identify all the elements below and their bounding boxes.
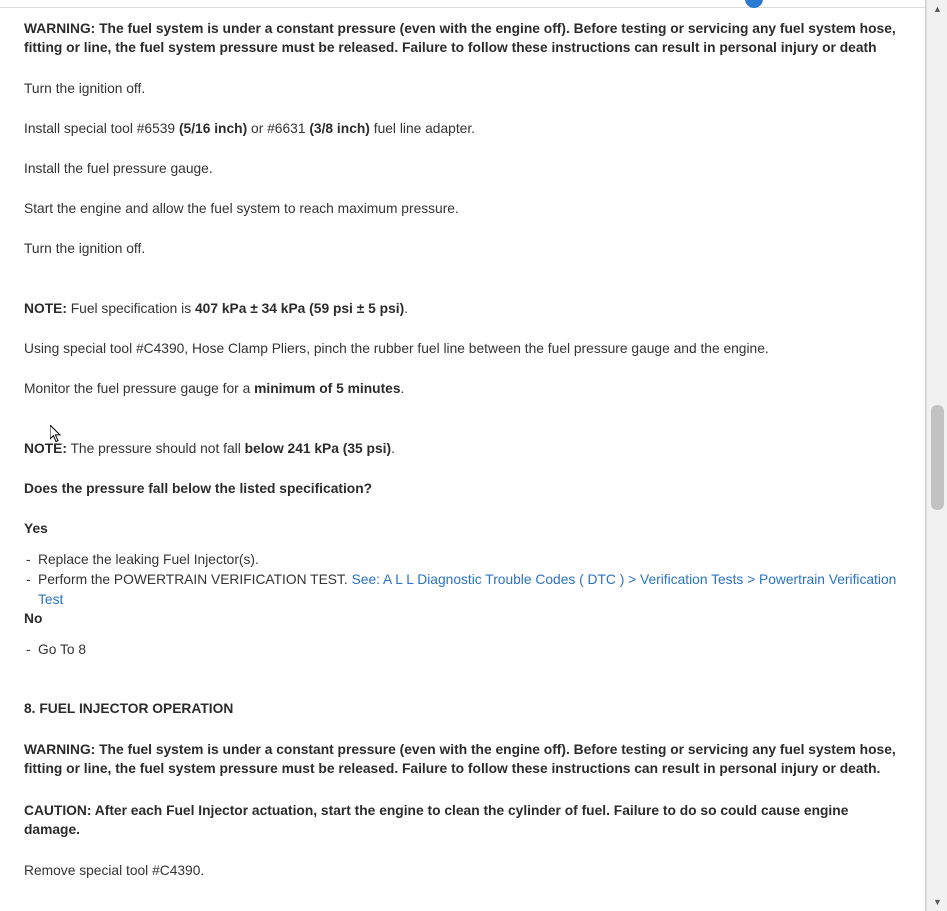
note-text-part: . — [404, 301, 409, 316]
page-top-strip — [0, 0, 925, 8]
note-text-part: Fuel specification is — [66, 301, 195, 316]
step-text: Turn the ignition off. — [24, 241, 146, 256]
scroll-up-arrow-icon[interactable]: ▲ — [927, 0, 947, 18]
step-text-part: fuel line adapter. — [369, 121, 475, 136]
note-text-part-bold: below 241 kPa (35 psi) — [244, 441, 392, 456]
list-item: - Replace the leaking Fuel Injector(s). — [24, 550, 901, 570]
question-text: Does the pressure fall below the listed specification? — [24, 481, 373, 496]
step-text — [24, 380, 901, 397]
note-label: NOTE: — [24, 301, 67, 316]
spacer — [24, 680, 901, 700]
note-label: NOTE: — [24, 441, 67, 456]
vertical-scrollbar[interactable] — [926, 0, 947, 911]
answer-label-no: No — [24, 611, 43, 626]
spacer — [24, 660, 901, 680]
step-text-part-bold: (5/16 inch) — [178, 121, 248, 136]
spacer — [24, 280, 901, 300]
step-text: Remove special tool #C4390. — [24, 863, 205, 878]
list-item-text: Perform the POWERTRAIN VERIFICATION TEST. — [38, 572, 352, 587]
note-text — [24, 440, 901, 457]
caution-text: CAUTION: After each Fuel Injector actuation, start the engine to clean the cylinder of fuel. Failure to do so could cause engine damage. — [24, 803, 849, 837]
blue-circle-icon — [745, 0, 763, 8]
note-text — [24, 300, 901, 317]
step-text — [24, 120, 901, 137]
step-text-part: Install special tool #6539 — [24, 121, 179, 136]
step-text-part: or #6631 — [247, 121, 310, 136]
section-heading: 8. FUEL INJECTOR OPERATION — [24, 701, 234, 716]
cross-reference-link[interactable]: See: A L L Diagnostic Trouble Codes ( DTC ) > Verification Tests > Powertrain Verification Test — [38, 572, 897, 607]
warning-text: WARNING: The fuel system is under a constant pressure (even with the engine off). Before testing or servicing any fuel system hose, fitting or line, the fuel system pressure must be released. Failure to follow these instructions can result in personal injury or death. — [24, 742, 896, 776]
list-item — [24, 570, 901, 610]
step-text: Using special tool #C4390, Hose Clamp Pliers, pinch the rubber fuel line between the fuel pressure gauge and the engine. — [24, 341, 769, 356]
warning-text: WARNING: The fuel system is under a constant pressure (even with the engine off). Before testing or servicing any fuel system hose, fitting or line, the fuel system pressure must be released. Failure to follow these instructions can result in personal injury or death — [24, 21, 896, 55]
answer-yes-list — [24, 550, 901, 610]
spacer — [24, 420, 901, 440]
note-text-part: The pressure should not fall — [66, 441, 245, 456]
answer-label-yes: Yes — [24, 521, 48, 536]
list-item: - Go To 8 — [24, 640, 901, 660]
step-text: Install the fuel pressure gauge. — [24, 161, 213, 176]
step-text-part-bold: minimum of 5 minutes — [254, 381, 401, 396]
step-text-part: Monitor the fuel pressure gauge for a — [24, 381, 255, 396]
step-text: Turn the ignition off. — [24, 81, 146, 96]
step-text: Start the engine and allow the fuel system to reach maximum pressure. — [24, 201, 459, 216]
note-text-part: . — [391, 441, 395, 456]
scrollbar-thumb[interactable] — [931, 405, 944, 510]
note-text-part-bold: 407 kPa ± 34 kPa (59 psi ± 5 psi) — [194, 301, 405, 316]
answer-no-list — [24, 640, 901, 660]
step-text-part-bold: (3/8 inch) — [309, 121, 370, 136]
document-content — [0, 9, 925, 911]
scroll-down-arrow-icon[interactable]: ▼ — [927, 893, 947, 911]
step-text-part: . — [400, 381, 405, 396]
